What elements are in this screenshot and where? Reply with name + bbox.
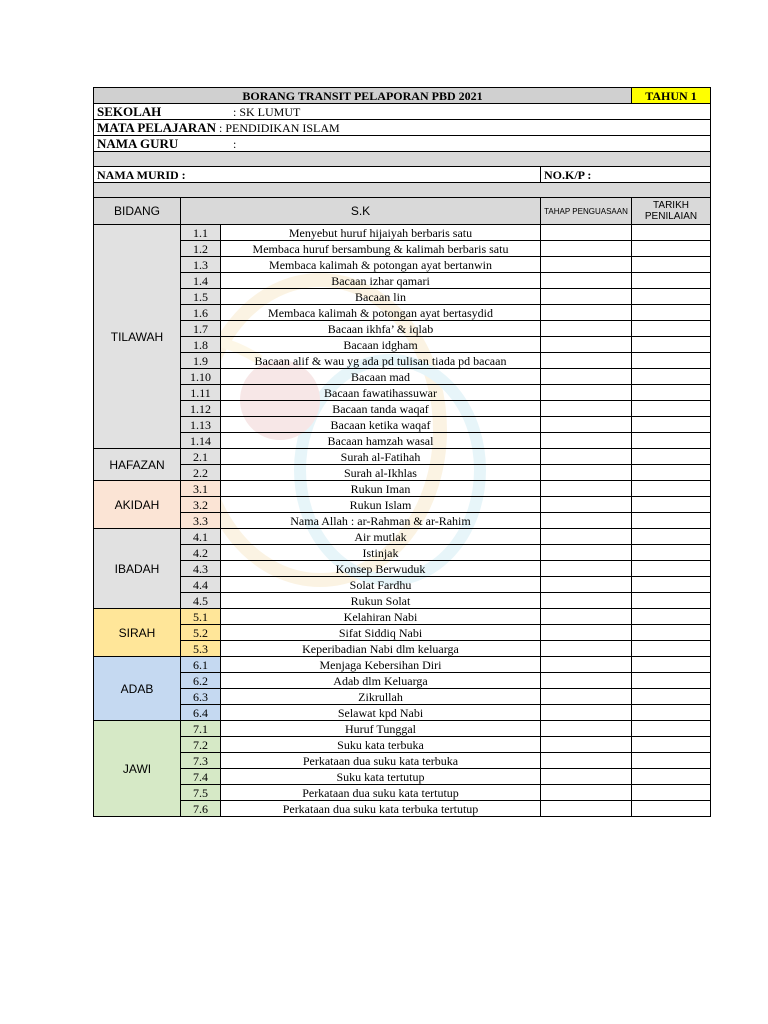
sk-description: Bacaan lin — [221, 289, 541, 305]
table-row — [94, 801, 711, 817]
sk-number: 4.5 — [181, 593, 221, 609]
sk-number: 4.3 — [181, 561, 221, 577]
sk-number: 6.2 — [181, 673, 221, 689]
sk-description: Rukun Iman — [221, 481, 541, 497]
tahap-penguasaan-cell[interactable] — [541, 257, 632, 273]
tahap-penguasaan-cell[interactable] — [541, 225, 632, 241]
sk-description: Perkataan dua suku kata tertutup — [221, 785, 541, 801]
spacer-row — [94, 183, 711, 198]
table-row — [94, 273, 711, 289]
table-row — [94, 625, 711, 641]
tarikh-penilaian-cell[interactable] — [632, 721, 711, 737]
table-row — [94, 465, 711, 481]
sk-description: Suku kata tertutup — [221, 769, 541, 785]
sk-number: 1.2 — [181, 241, 221, 257]
table-row — [94, 401, 711, 417]
tahap-penguasaan-cell[interactable] — [541, 497, 632, 513]
sk-description: Surah al-Fatihah — [221, 449, 541, 465]
table-row — [94, 513, 711, 529]
table-row — [94, 241, 711, 257]
tahap-penguasaan-cell[interactable] — [541, 705, 632, 721]
tahap-penguasaan-cell[interactable] — [541, 641, 632, 657]
form-title: BORANG TRANSIT PELAPORAN PBD 2021 — [94, 88, 632, 104]
tarikh-penilaian-cell[interactable] — [632, 305, 711, 321]
table-row — [94, 305, 711, 321]
tarikh-penilaian-cell[interactable] — [632, 673, 711, 689]
sk-number: 2.1 — [181, 449, 221, 465]
tarikh-penilaian-cell[interactable] — [632, 497, 711, 513]
tarikh-penilaian-cell[interactable] — [632, 401, 711, 417]
sk-description: Kelahiran Nabi — [221, 609, 541, 625]
table-row — [94, 321, 711, 337]
sk-number: 3.2 — [181, 497, 221, 513]
tahap-penguasaan-cell[interactable] — [541, 545, 632, 561]
tahap-penguasaan-cell[interactable] — [541, 417, 632, 433]
table-row — [94, 257, 711, 273]
sk-description: Bacaan tanda waqaf — [221, 401, 541, 417]
tahap-penguasaan-cell[interactable] — [541, 321, 632, 337]
tarikh-penilaian-cell[interactable] — [632, 785, 711, 801]
tarikh-penilaian-cell[interactable] — [632, 593, 711, 609]
tahap-penguasaan-cell[interactable] — [541, 785, 632, 801]
bidang-tilawah: TILAWAH — [94, 225, 181, 449]
sk-number: 1.8 — [181, 337, 221, 353]
sk-description: Selawat kpd Nabi — [221, 705, 541, 721]
mata-pelajaran-value: : PENDIDIKAN ISLAM — [219, 120, 340, 135]
tahap-penguasaan-cell[interactable] — [541, 673, 632, 689]
sk-description: Bacaan izhar qamari — [221, 273, 541, 289]
sk-description: Bacaan hamzah wasal — [221, 433, 541, 449]
tahap-penguasaan-header: TAHAP PENGUASAAN — [541, 198, 632, 225]
sk-description: Bacaan ikhfa’ & iqlab — [221, 321, 541, 337]
bidang-jawi: JAWI — [94, 721, 181, 817]
tarikh-penilaian-cell[interactable] — [632, 513, 711, 529]
table-row — [94, 385, 711, 401]
tahap-penguasaan-cell[interactable] — [541, 609, 632, 625]
bidang-sirah: SIRAH — [94, 609, 181, 657]
table-row — [94, 577, 711, 593]
tahap-penguasaan-cell[interactable] — [541, 401, 632, 417]
tarikh-penilaian-cell[interactable] — [632, 369, 711, 385]
sk-description: Solat Fardhu — [221, 577, 541, 593]
mata-pelajaran-label: MATA PELAJARAN — [97, 119, 217, 135]
sk-number: 1.4 — [181, 273, 221, 289]
tahap-penguasaan-cell[interactable] — [541, 721, 632, 737]
table-row — [94, 481, 711, 497]
sk-number: 1.5 — [181, 289, 221, 305]
bidang-akidah: AKIDAH — [94, 481, 181, 529]
table-row — [94, 593, 711, 609]
table-row — [94, 289, 711, 305]
sk-number: 1.10 — [181, 369, 221, 385]
tarikh-penilaian-cell[interactable] — [632, 769, 711, 785]
transit-form-table — [93, 87, 711, 817]
tarikh-penilaian-cell[interactable] — [632, 481, 711, 497]
tahap-penguasaan-cell[interactable] — [541, 385, 632, 401]
sk-description: Nama Allah : ar-Rahman & ar-Rahim — [221, 513, 541, 529]
tarikh-penilaian-cell[interactable] — [632, 609, 711, 625]
tahap-penguasaan-cell[interactable] — [541, 753, 632, 769]
sk-number: 1.11 — [181, 385, 221, 401]
sk-description: Surah al-Ikhlas — [221, 465, 541, 481]
nama-guru-row — [94, 136, 711, 152]
table-row — [94, 369, 711, 385]
sk-number: 5.1 — [181, 609, 221, 625]
sk-description: Konsep Berwuduk — [221, 561, 541, 577]
bidang-hafazan: HAFAZAN — [94, 449, 181, 481]
bidang-header: BIDANG — [94, 198, 181, 225]
tahap-penguasaan-cell[interactable] — [541, 241, 632, 257]
sk-number: 1.13 — [181, 417, 221, 433]
tarikh-penilaian-cell[interactable] — [632, 353, 711, 369]
tarikh-penilaian-cell[interactable] — [632, 465, 711, 481]
tarikh-penilaian-cell[interactable] — [632, 705, 711, 721]
tahap-penguasaan-cell[interactable] — [541, 689, 632, 705]
sk-number: 1.7 — [181, 321, 221, 337]
sk-description: Membaca kalimah & potongan ayat bertasydid — [221, 305, 541, 321]
tahap-penguasaan-cell[interactable] — [541, 353, 632, 369]
sk-description: Menyebut huruf hijaiyah berbaris satu — [221, 225, 541, 241]
tahap-penguasaan-cell[interactable] — [541, 577, 632, 593]
tarikh-penilaian-cell[interactable] — [632, 257, 711, 273]
table-row — [94, 737, 711, 753]
sk-number: 7.3 — [181, 753, 221, 769]
tahap-penguasaan-cell[interactable] — [541, 433, 632, 449]
table-row — [94, 657, 711, 673]
sk-number: 1.12 — [181, 401, 221, 417]
sk-description: Suku kata terbuka — [221, 737, 541, 753]
sk-number: 4.2 — [181, 545, 221, 561]
bidang-ibadah: IBADAH — [94, 529, 181, 609]
sk-number: 2.2 — [181, 465, 221, 481]
sk-description: Perkataan dua suku kata terbuka tertutup — [221, 801, 541, 817]
sk-description: Rukun Islam — [221, 497, 541, 513]
sk-number: 7.1 — [181, 721, 221, 737]
tahap-penguasaan-cell[interactable] — [541, 337, 632, 353]
tarikh-penilaian-cell[interactable] — [632, 321, 711, 337]
tarikh-penilaian-cell[interactable] — [632, 225, 711, 241]
tahap-penguasaan-cell[interactable] — [541, 289, 632, 305]
sk-number: 1.1 — [181, 225, 221, 241]
tarikh-penilaian-cell[interactable] — [632, 273, 711, 289]
tarikh-penilaian-cell[interactable] — [632, 801, 711, 817]
sk-number: 1.9 — [181, 353, 221, 369]
spacer-row — [94, 152, 711, 167]
table-row — [94, 609, 711, 625]
tarikh-penilaian-cell[interactable] — [632, 337, 711, 353]
sk-number: 7.5 — [181, 785, 221, 801]
tarikh-penilaian-cell[interactable] — [632, 529, 711, 545]
table-row — [94, 449, 711, 465]
sk-description: Sifat Siddiq Nabi — [221, 625, 541, 641]
sk-number: 6.4 — [181, 705, 221, 721]
table-row — [94, 641, 711, 657]
sk-description: Keperibadian Nabi dlm keluarga — [221, 641, 541, 657]
tarikh-penilaian-cell[interactable] — [632, 241, 711, 257]
mata-pelajaran-row — [94, 120, 711, 136]
tarikh-penilaian-cell[interactable] — [632, 385, 711, 401]
table-row — [94, 353, 711, 369]
tahap-penguasaan-cell[interactable] — [541, 481, 632, 497]
tarikh-penilaian-cell[interactable] — [632, 577, 711, 593]
sk-number: 3.3 — [181, 513, 221, 529]
tarikh-penilaian-cell[interactable] — [632, 689, 711, 705]
table-row — [94, 689, 711, 705]
sk-number: 1.3 — [181, 257, 221, 273]
sk-description: Air mutlak — [221, 529, 541, 545]
no-kp-label[interactable]: NO.K/P : — [541, 167, 711, 183]
sk-description: Bacaan alif & wau yg ada pd tulisan tiada pd bacaan — [221, 353, 541, 369]
tarikh-penilaian-header: TARIKH PENILAIAN — [632, 198, 711, 225]
tahap-penguasaan-cell[interactable] — [541, 513, 632, 529]
sk-number: 5.3 — [181, 641, 221, 657]
tahap-penguasaan-cell[interactable] — [541, 449, 632, 465]
tahap-penguasaan-cell[interactable] — [541, 625, 632, 641]
tarikh-penilaian-cell[interactable] — [632, 561, 711, 577]
tahap-penguasaan-cell[interactable] — [541, 369, 632, 385]
sk-description: Membaca huruf bersambung & kalimah berbaris satu — [221, 241, 541, 257]
table-row — [94, 433, 711, 449]
table-row — [94, 225, 711, 241]
sk-description: Membaca kalimah & potongan ayat bertanwin — [221, 257, 541, 273]
sk-description: Istinjak — [221, 545, 541, 561]
table-row — [94, 753, 711, 769]
tarikh-penilaian-cell[interactable] — [632, 657, 711, 673]
sk-number: 6.3 — [181, 689, 221, 705]
tahap-penguasaan-cell[interactable] — [541, 657, 632, 673]
sk-number: 7.2 — [181, 737, 221, 753]
tarikh-penilaian-cell[interactable] — [632, 545, 711, 561]
sk-description: Bacaan mad — [221, 369, 541, 385]
tahap-penguasaan-cell[interactable] — [541, 769, 632, 785]
bidang-adab: ADAB — [94, 657, 181, 721]
year-badge: TAHUN 1 — [632, 88, 711, 104]
tarikh-penilaian-cell[interactable] — [632, 289, 711, 305]
tahap-penguasaan-cell[interactable] — [541, 273, 632, 289]
sk-description: Rukun Solat — [221, 593, 541, 609]
sk-description: Zikrullah — [221, 689, 541, 705]
tahap-penguasaan-cell[interactable] — [541, 305, 632, 321]
table-row — [94, 561, 711, 577]
tahap-penguasaan-cell[interactable] — [541, 593, 632, 609]
table-row — [94, 529, 711, 545]
sk-number: 4.1 — [181, 529, 221, 545]
sk-description: Menjaga Kebersihan Diri — [221, 657, 541, 673]
sk-number: 7.4 — [181, 769, 221, 785]
table-row — [94, 545, 711, 561]
sk-description: Bacaan fawatihassuwar — [221, 385, 541, 401]
tarikh-penilaian-cell[interactable] — [632, 449, 711, 465]
tarikh-penilaian-cell[interactable] — [632, 641, 711, 657]
sk-number: 7.6 — [181, 801, 221, 817]
tahap-penguasaan-cell[interactable] — [541, 465, 632, 481]
table-row — [94, 673, 711, 689]
sk-description: Huruf Tunggal — [221, 721, 541, 737]
tarikh-penilaian-cell[interactable] — [632, 625, 711, 641]
table-row — [94, 785, 711, 801]
tahap-penguasaan-cell[interactable] — [541, 529, 632, 545]
table-row — [94, 721, 711, 737]
table-row — [94, 769, 711, 785]
tahap-penguasaan-cell[interactable] — [541, 561, 632, 577]
sekolah-row — [94, 104, 711, 120]
sekolah-label: SEKOLAH — [97, 103, 162, 119]
tarikh-penilaian-cell[interactable] — [632, 417, 711, 433]
tahap-penguasaan-cell[interactable] — [541, 801, 632, 817]
table-row — [94, 417, 711, 433]
tarikh-penilaian-cell[interactable] — [632, 433, 711, 449]
sekolah-value: : SK LUMUT — [233, 104, 301, 119]
sk-number: 4.4 — [181, 577, 221, 593]
sk-number: 1.6 — [181, 305, 221, 321]
nama-guru-label: NAMA GURU — [97, 135, 179, 151]
table-row — [94, 705, 711, 721]
tarikh-penilaian-cell[interactable] — [632, 753, 711, 769]
table-row — [94, 497, 711, 513]
sk-description: Bacaan ketika waqaf — [221, 417, 541, 433]
sk-number: 1.14 — [181, 433, 221, 449]
sk-number: 3.1 — [181, 481, 221, 497]
sk-number: 5.2 — [181, 625, 221, 641]
sk-header: S.K — [181, 198, 541, 225]
sk-description: Perkataan dua suku kata terbuka — [221, 753, 541, 769]
table-row — [94, 337, 711, 353]
nama-guru-value: : — [233, 136, 237, 151]
nama-murid-label[interactable]: NAMA MURID : — [94, 167, 541, 183]
sk-description: Adab dlm Keluarga — [221, 673, 541, 689]
tahap-penguasaan-cell[interactable] — [541, 737, 632, 753]
sk-description: Bacaan idgham — [221, 337, 541, 353]
sk-number: 6.1 — [181, 657, 221, 673]
tarikh-penilaian-cell[interactable] — [632, 737, 711, 753]
